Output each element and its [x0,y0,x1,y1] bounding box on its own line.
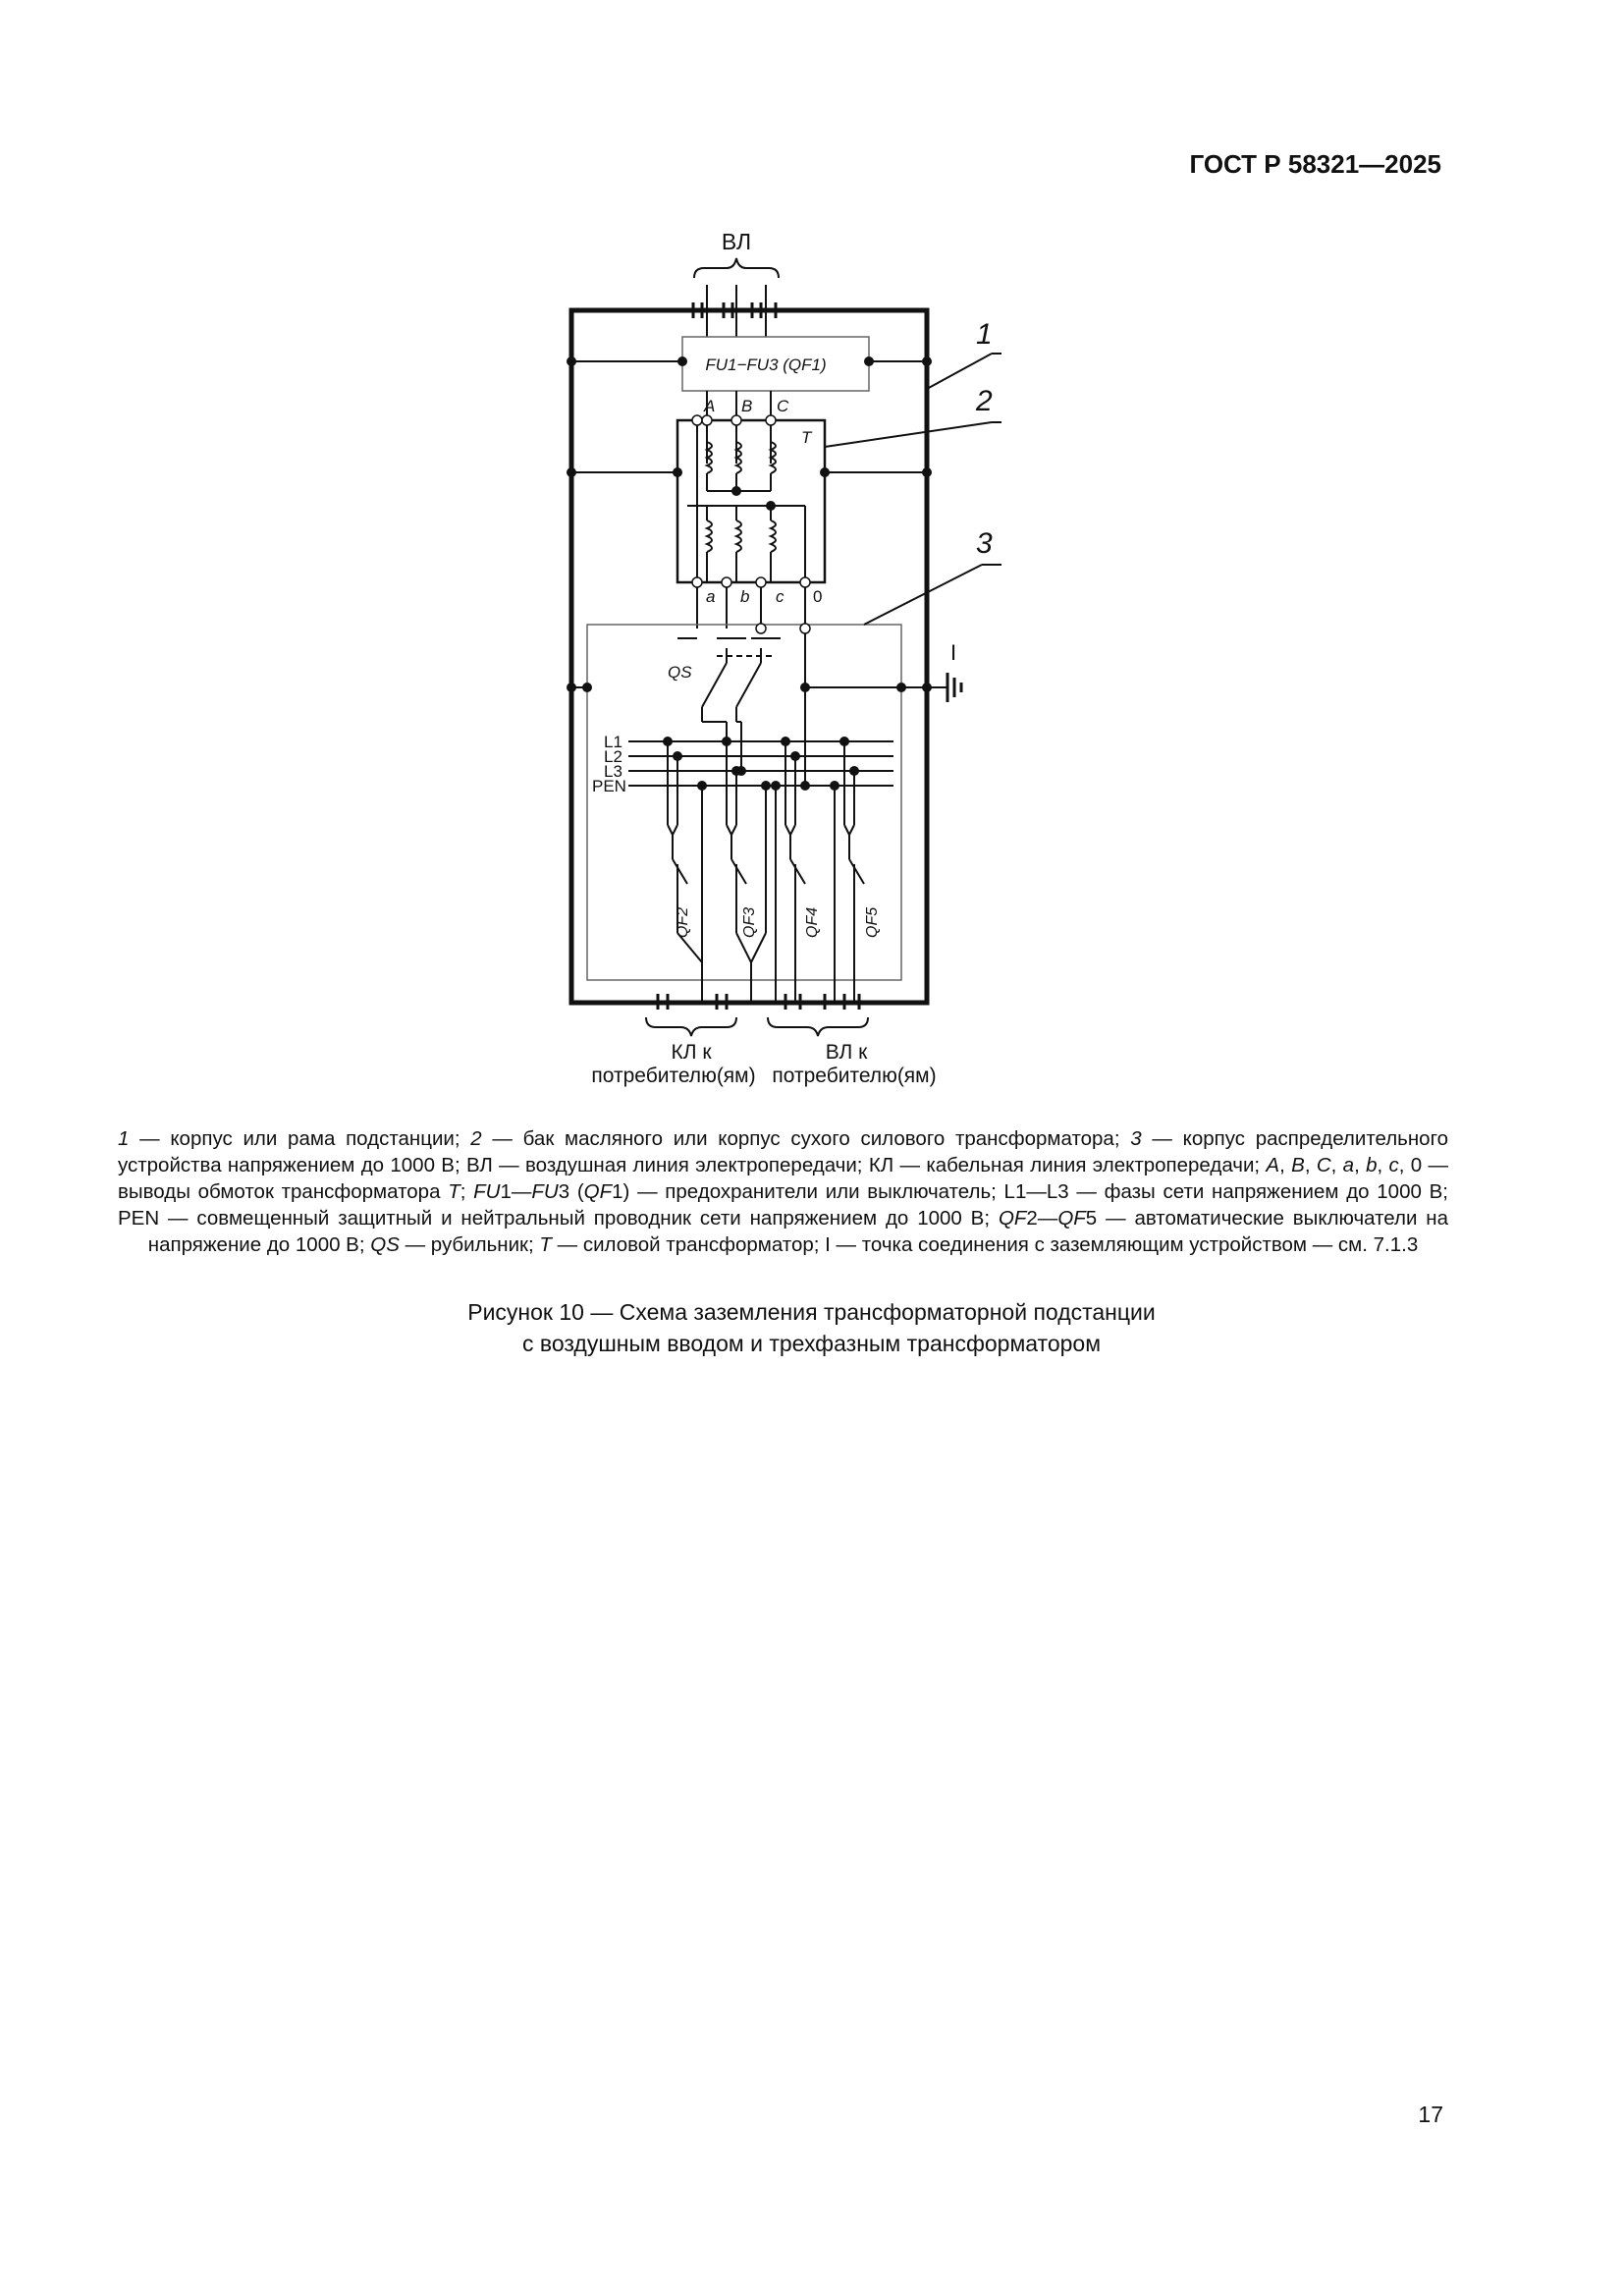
legend-text: 1) — предохранители или выключатель; L1—L3 — фазы сети напряжением до 1000 В; PEN — совмещенный защитный и нейтральный проводник сети напряжением до 1000 В; [118,1180,1448,1230]
legend-key-2: 2 [470,1127,482,1150]
lv-terminal-c: c [776,587,784,606]
legend-key: C [1316,1154,1331,1176]
qs-label: QS [668,663,692,682]
figure-caption-line-2: с воздушным вводом и трехфазным трансформатором [521,1331,1102,1356]
legend-text: , [1330,1154,1343,1176]
callout-1: 1 [976,318,993,351]
top-brace [694,258,779,278]
grounding-scheme-diagram [0,0,1623,1090]
legend-text: 1— [500,1180,532,1203]
callout-2: 2 [976,385,993,417]
legend-text: ; [460,1180,474,1203]
bottom-left-label-2: потребителю(ям) [591,1065,756,1087]
breaker-qf2-label: QF2 [675,906,691,938]
legend-key: b [1366,1154,1378,1176]
hv-terminal-c: C [777,397,789,415]
figure-caption-line-1: Рисунок 10 — Схема заземления трансформаторной подстанции [467,1299,1156,1325]
lv-terminal-b: b [740,587,750,606]
fuse-box-label: FU1−FU3 (QF1) [705,355,827,374]
legend-key: QF [583,1180,613,1203]
legend-text: — бак масляного или корпус сухого силового трансформатора; [481,1127,1131,1150]
legend-key: c [1388,1154,1399,1176]
qs-switch [677,638,781,707]
bus-l1-label: L1 [604,733,622,751]
bottom-left-label-1: КЛ к [671,1041,712,1064]
legend-text: , [1279,1154,1292,1176]
figure-legend [118,1125,1448,1258]
lv-terminal-a: a [706,587,716,606]
bottom-right-brace [768,1017,868,1036]
breaker-qf3-label: QF3 [741,906,758,938]
page-number: 17 [1418,2102,1443,2127]
legend-key: T [539,1233,552,1256]
legend-key: B [1291,1154,1305,1176]
legend-text: 5 — автоматические выключатели на напряжение до 1000 В; [147,1207,1448,1256]
legend-key: QF [998,1207,1027,1230]
standard-number: ГОСТ Р 58321—2025 [1189,149,1441,179]
legend-text: , 0 — выводы обмоток трансформатора [118,1154,1448,1203]
bottom-right-label-2: потребителю(ям) [772,1065,937,1087]
legend-key: QF [1057,1207,1086,1230]
legend-text: — корпус или рама подстанции; [129,1127,471,1150]
bottom-left-brace [646,1017,736,1036]
hv-terminal-b: B [741,397,753,415]
legend-text: , [1354,1154,1367,1176]
legend-key-1: 1 [118,1127,130,1150]
lv-terminal-0: 0 [813,587,823,606]
bottom-right-label-1: ВЛ к [825,1041,868,1064]
bus-pen-label: PEN [592,777,626,795]
legend-text: 3 ( [558,1180,584,1203]
top-vl-label: ВЛ [721,229,752,254]
legend-key: a [1342,1154,1355,1176]
breaker-qf5-label: QF5 [864,906,881,938]
callout-3: 3 [976,527,993,560]
legend-key: FU [531,1180,559,1203]
legend-text: — силовой трансформатор; I — точка соединения с заземляющим устройством — см. 7.1.3 [551,1233,1419,1256]
ground-point-label: I [950,640,957,665]
bus-l2-label: L2 [604,747,622,766]
legend-text: 2— [1026,1207,1058,1230]
transformer-label: T [801,428,812,447]
legend-text: , [1377,1154,1389,1176]
legend-key: A [1266,1154,1280,1176]
legend-text: , [1304,1154,1317,1176]
legend-text: — рубильник; [399,1233,540,1256]
legend-text: — корпус распределительного устройства напряжением до 1000 В; ВЛ — воздушная линия электропередачи; КЛ — кабельная линия электропередачи; [118,1127,1448,1176]
breaker-qf4-label: QF4 [804,906,821,938]
hv-terminal-a: A [704,397,716,415]
legend-key: FU [473,1180,501,1203]
legend-key: QS [370,1233,400,1256]
bus-l3-label: L3 [604,762,622,781]
feeders [668,741,864,1002]
legend-key: T [448,1180,460,1203]
legend-key-3: 3 [1130,1127,1142,1150]
